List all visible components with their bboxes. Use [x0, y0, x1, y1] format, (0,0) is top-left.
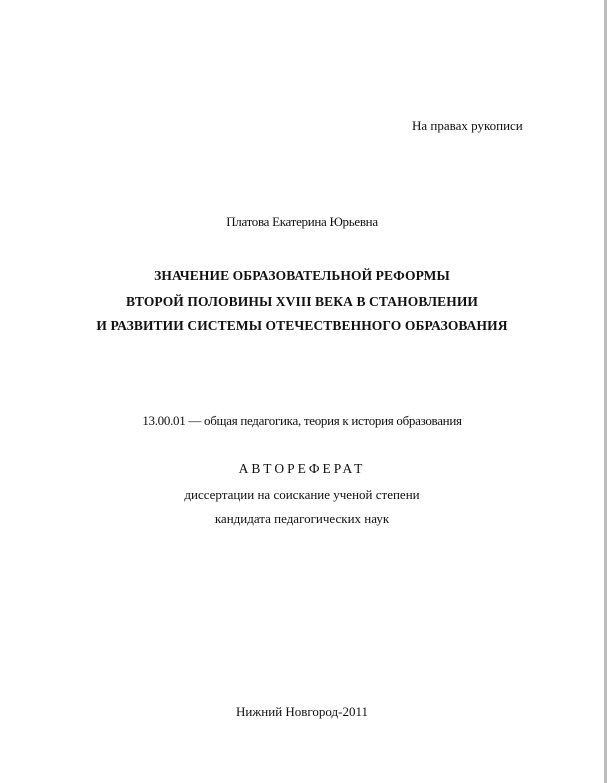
abstract-heading: АВТОРЕФЕРАТ [238, 461, 366, 476]
author-name: Платова Екатерина Юрьевна [226, 214, 378, 229]
title-line-3: И РАЗВИТИИ СИСТЕМЫ ОТЕЧЕСТВЕННОГО ОБРАЗОВАНИЯ [96, 318, 508, 333]
city-year: Нижний Новгород-2011 [235, 704, 369, 719]
specialty-code: 13.00.01 — общая педагогика, теория к история образования [142, 413, 462, 428]
manuscript-rights-label: На правах рукописи [412, 118, 523, 133]
degree-line-1: диссертации на соискание ученой степени [184, 487, 420, 502]
title-line-2: ВТОРОЙ ПОЛОВИНЫ XVIII ВЕКА В СТАНОВЛЕНИИ [125, 294, 479, 309]
degree-line-2: кандидата педагогических наук [214, 511, 390, 526]
title-line-1: ЗНАЧЕНИЕ ОБРАЗОВАТЕЛЬНОЙ РЕФОРМЫ [154, 268, 450, 283]
